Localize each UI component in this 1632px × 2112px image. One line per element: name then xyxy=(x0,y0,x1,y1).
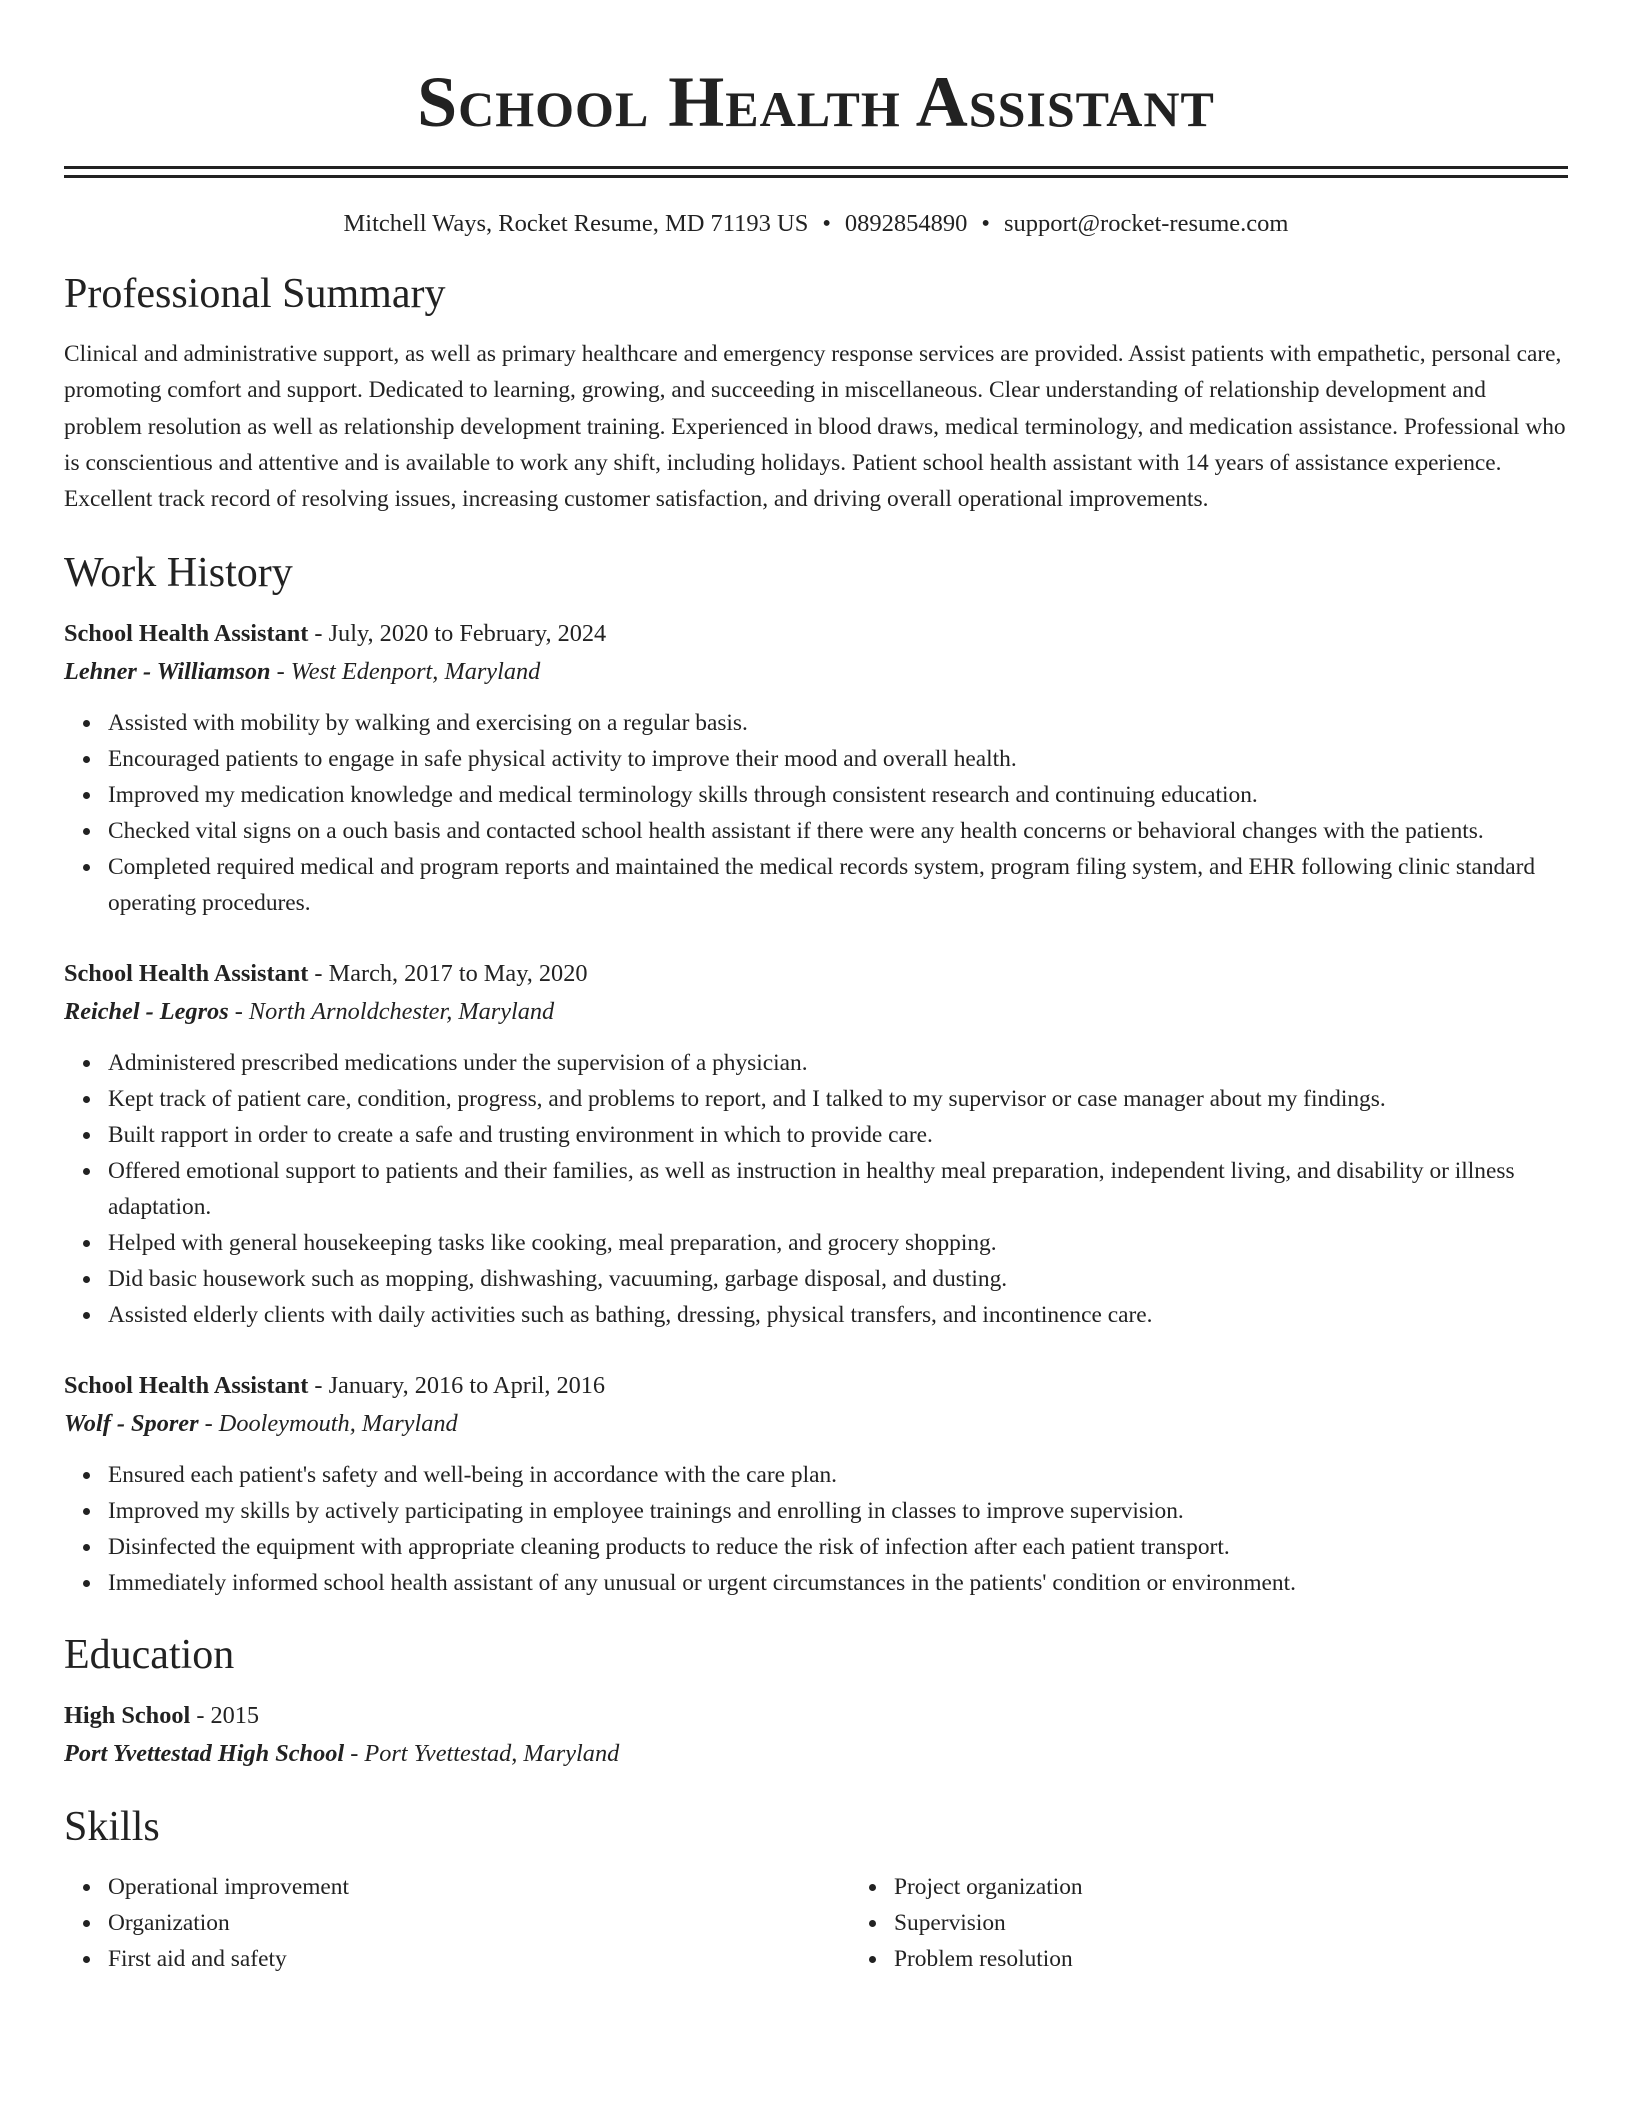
skills-heading: Skills xyxy=(64,1804,160,1851)
job-duty: Assisted elderly clients with daily activities such as bathing, dressing, physical transfers, and incontinence care. xyxy=(108,1297,1568,1333)
divider-line-bottom xyxy=(64,175,1568,178)
education-location: - Port Yvettestad, Maryland xyxy=(344,1740,620,1768)
education-degree-line xyxy=(64,1697,1568,1735)
job-duties-list xyxy=(64,705,1568,921)
job-company-line xyxy=(64,653,1568,691)
job-duty: Improved my medication knowledge and medical terminology skills through consistent research and continuing education. xyxy=(108,777,1568,813)
job-duty: Administered prescribed medications under the supervision of a physician. xyxy=(108,1045,1568,1081)
job-company-line xyxy=(64,993,1568,1031)
job-duty: Kept track of patient care, condition, progress, and problems to report, and I talked to my supervisor or case manager about my findings. xyxy=(108,1081,1568,1117)
job-title-line xyxy=(64,955,1568,993)
contact-phone: 0892854890 xyxy=(844,210,968,237)
job-duty: Immediately informed school health assistant of any unusual or urgent circumstances in the patients' condition or environment. xyxy=(108,1565,1568,1601)
divider-line-top xyxy=(64,166,1568,169)
education-school: Port Yvettestad High School xyxy=(64,1740,345,1768)
resume-title: School Health Assistant xyxy=(417,62,1215,142)
skill-item: First aid and safety xyxy=(108,1941,850,1977)
job-duties-list xyxy=(64,1045,1568,1333)
skills-list-right xyxy=(850,1869,1083,1977)
job-company: Reichel - Legros xyxy=(64,998,229,1026)
contact-address: Mitchell Ways, Rocket Resume, MD 71193 US xyxy=(343,210,809,237)
job-title-line xyxy=(64,615,1568,653)
job-location: - West Edenport, Maryland xyxy=(270,658,541,686)
education-school-line xyxy=(64,1735,1568,1773)
summary-text: Clinical and administrative support, as well as primary healthcare and emergency response services are provided. Assist patients with empathetic, personal care, promoting comfort and support. Dedicated to learning, growing, and succeeding in miscellaneous. Clear understanding of relationship development and problem resolution as well as relationship development training. Experienced in blood draws, medical terminology, and medication assistance. Professional who is conscientious and attentive and is available to work any shift, including holidays. Patient school health assistant with 14 years of assistance experience. Excellent track record of resolving issues, increasing customer satisfaction, and driving overall operational improvements. xyxy=(64,341,1566,513)
job-duty: Checked vital signs on a ouch basis and contacted school health assistant if there were any health concerns or behavioral changes with the patients. xyxy=(108,813,1568,849)
job-entry xyxy=(64,615,1568,921)
job-company: Wolf - Sporer xyxy=(64,1410,199,1438)
skills-list-left xyxy=(64,1869,850,1977)
job-duty: Offered emotional support to patients and their families, as well as instruction in healthy meal preparation, independent living, and disability or illness adaptation. xyxy=(108,1153,1568,1225)
job-title-line xyxy=(64,1367,1568,1405)
skill-item: Operational improvement xyxy=(108,1869,850,1905)
summary-heading: Professional Summary xyxy=(64,271,446,317)
work-history-heading: Work History xyxy=(64,550,293,597)
job-duty: Built rapport in order to create a safe and trusting environment in which to provide care. xyxy=(108,1117,1568,1153)
job-duty: Did basic housework such as mopping, dishwashing, vacuuming, garbage disposal, and dusting. xyxy=(108,1261,1568,1297)
job-duty: Improved my skills by actively participating in employee trainings and enrolling in classes to improve supervision. xyxy=(108,1493,1568,1529)
title-divider xyxy=(64,166,1568,178)
skills-columns xyxy=(64,1869,1568,1977)
job-duty: Helped with general housekeeping tasks like cooking, meal preparation, and grocery shopping. xyxy=(108,1225,1568,1261)
job-location: - Dooleymouth, Maryland xyxy=(198,1410,458,1438)
job-company-line xyxy=(64,1405,1568,1443)
job-location: - North Arnoldchester, Maryland xyxy=(228,998,555,1026)
contact-separator: • xyxy=(822,210,831,237)
job-duty: Disinfected the equipment with appropriate cleaning products to reduce the risk of infection after each patient transport. xyxy=(108,1529,1568,1565)
skill-item: Problem resolution xyxy=(894,1941,1083,1977)
skill-item: Organization xyxy=(108,1905,850,1941)
education-heading: Education xyxy=(64,1632,235,1679)
contact-email: support@rocket-resume.com xyxy=(1004,210,1289,237)
job-duties-list xyxy=(64,1457,1568,1601)
job-company: Lehner - Williamson xyxy=(64,658,271,686)
job-title: School Health Assistant xyxy=(64,960,309,988)
contact-line xyxy=(0,208,1632,240)
job-entry xyxy=(64,955,1568,1333)
job-duty: Encouraged patients to engage in safe physical activity to improve their mood and overall health. xyxy=(108,741,1568,777)
job-title: School Health Assistant xyxy=(64,620,309,648)
job-entry xyxy=(64,1367,1568,1601)
education-entry xyxy=(64,1697,1568,1773)
skill-item: Project organization xyxy=(894,1869,1083,1905)
job-duty: Ensured each patient's safety and well-being in accordance with the care plan. xyxy=(108,1457,1568,1493)
skill-item: Supervision xyxy=(894,1905,1083,1941)
contact-separator: • xyxy=(981,210,990,237)
job-title: School Health Assistant xyxy=(64,1372,309,1400)
resume-body xyxy=(0,266,1632,1977)
job-dates: - July, 2020 to February, 2024 xyxy=(308,620,607,648)
job-duty: Completed required medical and program reports and maintained the medical records system, program filing system, and EHR following clinic standard operating procedures. xyxy=(108,849,1568,921)
education-degree: High School xyxy=(64,1702,191,1730)
job-dates: - March, 2017 to May, 2020 xyxy=(308,960,588,988)
job-dates: - January, 2016 to April, 2016 xyxy=(308,1372,606,1400)
job-duty: Assisted with mobility by walking and exercising on a regular basis. xyxy=(108,705,1568,741)
education-year: - 2015 xyxy=(190,1702,260,1730)
